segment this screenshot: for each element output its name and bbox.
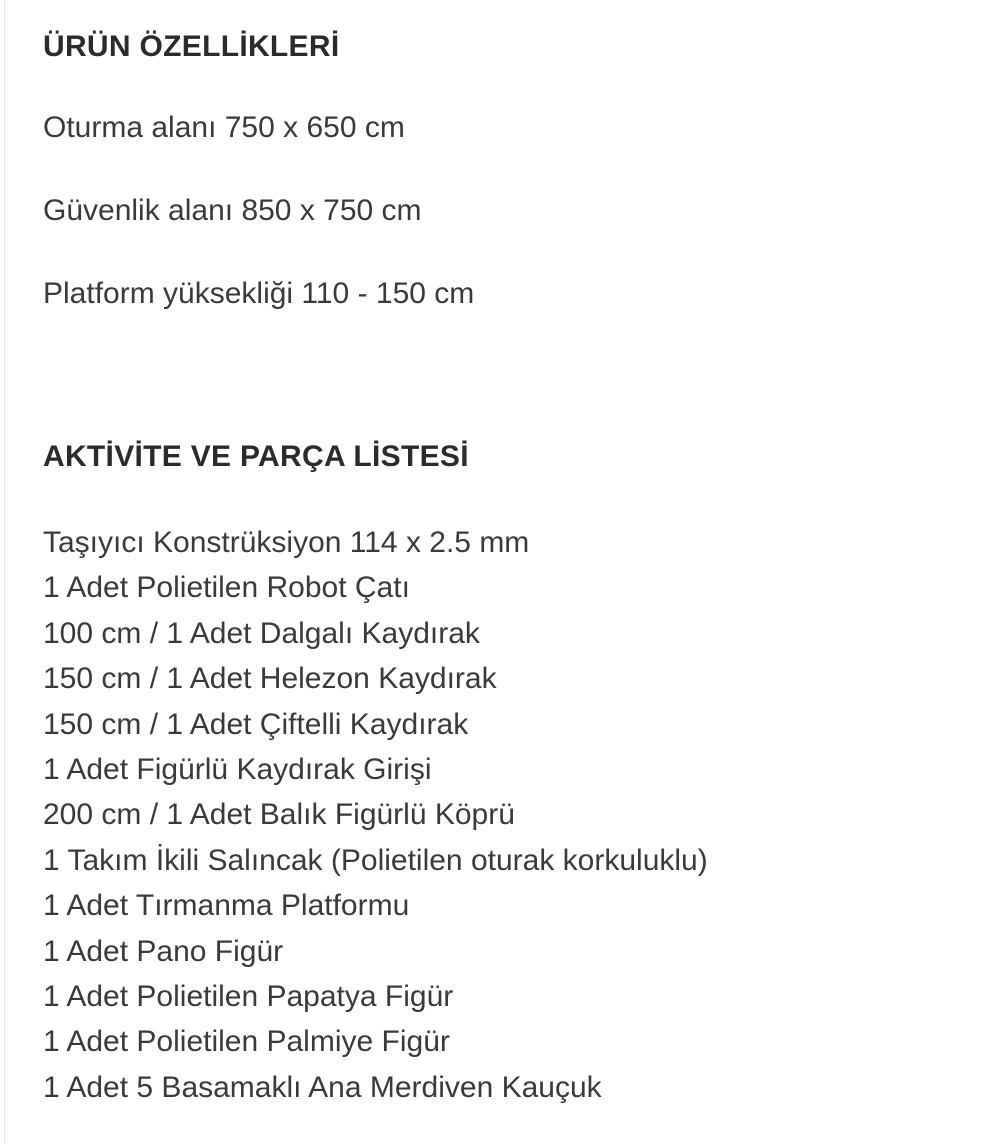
parts-list <box>43 520 708 1110</box>
left-border <box>4 0 5 1144</box>
part-item: 200 cm / 1 Adet Balık Figürlü Köprü <box>43 798 515 832</box>
part-item: 1 Adet Polietilen Papatya Figür <box>43 979 454 1013</box>
part-item: 1 Adet Figürlü Kaydırak Girişi <box>43 752 432 786</box>
part-item: 1 Adet Pano Figür <box>43 934 284 968</box>
part-item: 100 cm / 1 Adet Dalgalı Kaydırak <box>43 616 480 650</box>
parts-list-heading: AKTİVİTE VE PARÇA LİSTESİ <box>43 440 469 473</box>
part-item: Taşıyıcı Konstrüksiyon 114 x 2.5 mm <box>43 526 530 559</box>
part-item: 150 cm / 1 Adet Helezon Kaydırak <box>43 662 497 696</box>
part-item: 1 Adet Polietilen Robot Çatı <box>43 571 410 605</box>
product-features-list <box>43 110 474 359</box>
product-features-heading: ÜRÜN ÖZELLİKLERİ <box>43 30 340 63</box>
part-item: 1 Takım İkili Salıncak (Polietilen oturak korkuluklu) <box>43 843 708 877</box>
part-item: 1 Adet Polietilen Palmiye Figür <box>43 1025 450 1059</box>
platform-height-spec: Platform yüksekliği 110 - 150 cm <box>43 277 475 310</box>
safety-area-spec: Güvenlik alanı 850 x 750 cm <box>43 194 422 227</box>
part-item: 1 Adet Tırmanma Platformu <box>43 889 410 923</box>
seating-area-spec: Oturma alanı 750 x 650 cm <box>43 111 405 144</box>
part-item: 150 cm / 1 Adet Çiftelli Kaydırak <box>43 707 469 741</box>
part-item: 1 Adet 5 Basamaklı Ana Merdiven Kauçuk <box>43 1070 602 1104</box>
